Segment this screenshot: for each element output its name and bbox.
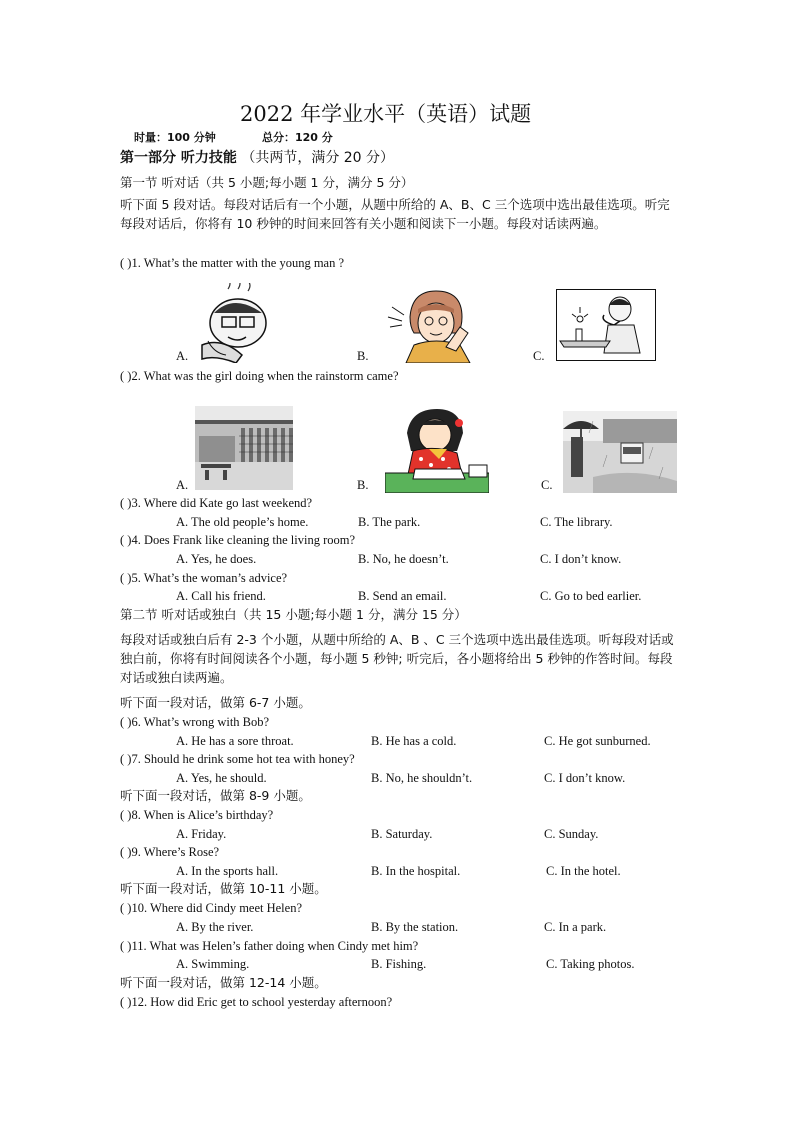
question-12: ( )12. How did Eric get to school yesterday afternoon? xyxy=(120,995,393,1009)
q2-option-a: A. xyxy=(176,478,189,492)
q5-option-c: C. Go to bed earlier. xyxy=(540,589,642,603)
q10-option-a: A. By the river. xyxy=(176,920,254,934)
q4-option-c: C. I don’t know. xyxy=(540,552,622,566)
q10-option-b: B. By the station. xyxy=(371,920,459,934)
q5-option-b: B. Send an email. xyxy=(358,589,447,603)
question-1: ( )1. What’s the matter with the young man ? xyxy=(120,256,345,270)
q8-option-c: C. Sunday. xyxy=(544,827,599,841)
q3-option-c: C. The library. xyxy=(540,515,613,529)
question-7: ( )7. Should he drink some hot tea with honey? xyxy=(120,752,355,766)
question-6: ( )6. What’s wrong with Bob? xyxy=(120,715,270,729)
section1-instructions: 听下面 5 段对话。每段对话后有一个小题，从题中所给的 A、B、C 三个选项中选出最佳选项。听完每段对话后，你将有 10 秒钟的时间来回答有关小题和阅读下一小题。每段对话读两遍。 xyxy=(120,197,670,231)
q1-picture-b xyxy=(384,287,478,363)
question-4: ( )4. Does Frank like cleaning the living room? xyxy=(120,533,356,547)
question-9: ( )9. Where’s Rose? xyxy=(120,845,220,859)
exam-time: 时量：100 分钟 xyxy=(134,131,216,144)
exam-total-score: 总分：120 分 xyxy=(262,131,333,144)
q2-picture-c xyxy=(563,411,677,493)
section1-heading: 第一节 听对话（共 5 小题;每小题 1 分，满分 5 分） xyxy=(120,175,414,190)
q6-option-c: C. He got sunburned. xyxy=(544,734,651,748)
q1-option-c: C. xyxy=(533,349,545,363)
q11-option-a: A. Swimming. xyxy=(176,957,250,971)
q11-option-c: C. Taking photos. xyxy=(546,957,635,971)
q4-option-a: A. Yes, he does. xyxy=(176,552,257,566)
question-5: ( )5. What’s the woman’s advice? xyxy=(120,571,288,585)
question-3: ( )3. Where did Kate go last weekend? xyxy=(120,496,313,510)
q4-option-b: B. No, he doesn’t. xyxy=(358,552,449,566)
q2-option-b: B. xyxy=(357,478,369,492)
q1-option-a: A. xyxy=(176,349,189,363)
question-10: ( )10. Where did Cindy meet Helen? xyxy=(120,901,303,915)
q8-option-a: A. Friday. xyxy=(176,827,227,841)
question-8: ( )8. When is Alice’s birthday? xyxy=(120,808,274,822)
dialog-6-7-intro: 听下面一段对话，做第 6-7 小题。 xyxy=(120,695,311,710)
q7-option-b: B. No, he shouldn’t. xyxy=(371,771,473,785)
q8-option-b: B. Saturday. xyxy=(371,827,433,841)
q1-picture-a xyxy=(198,283,270,363)
q7-option-a: A. Yes, he should. xyxy=(176,771,267,785)
q6-option-a: A. He has a sore throat. xyxy=(176,734,294,748)
section2-instructions: 每段对话或独白后有 2-3 个小题，从题中所给的 A、B 、C 三个选项中选出最佳选项。听每段对话或独白前，你将有时间阅读各个小题，每小题 5 秒钟; 听完后，各小题将给出 5 秒钟的作答时间。每段对话或独白读两遍。 xyxy=(120,632,674,685)
q1-option-b: B. xyxy=(357,349,369,363)
dialog-12-14-intro: 听下面一段对话，做第 12-14 小题。 xyxy=(120,975,327,990)
q9-option-c: C. In the hotel. xyxy=(546,864,621,878)
q7-option-c: C. I don’t know. xyxy=(544,771,626,785)
q9-option-b: B. In the hospital. xyxy=(371,864,461,878)
q10-option-c: C. In a park. xyxy=(544,920,607,934)
q11-option-b: B. Fishing. xyxy=(371,957,427,971)
q9-option-a: A. In the sports hall. xyxy=(176,864,279,878)
question-2: ( )2. What was the girl doing when the rainstorm came? xyxy=(120,369,399,383)
q6-option-b: B. He has a cold. xyxy=(371,734,457,748)
q2-option-c: C. xyxy=(541,478,553,492)
part1-heading-title: 第一部分 听力技能 xyxy=(120,150,237,166)
dialog-8-9-intro: 听下面一段对话，做第 8-9 小题。 xyxy=(120,788,311,803)
page-title: 2022 年学业水平（英语）试题 xyxy=(240,102,532,126)
q1-picture-c xyxy=(556,289,656,361)
q3-option-a: A. The old people’s home. xyxy=(176,515,309,529)
part1-heading xyxy=(120,147,394,167)
question-11: ( )11. What was Helen’s father doing when Cindy met him? xyxy=(120,939,419,953)
q2-picture-b xyxy=(385,407,489,493)
part1-heading-note: （共两节，满分 20 分） xyxy=(241,150,395,166)
dialog-10-11-intro: 听下面一段对话，做第 10-11 小题。 xyxy=(120,881,327,896)
section2-heading: 第二节 听对话或独白（共 15 小题;每小题 1 分，满分 15 分） xyxy=(120,607,467,622)
q5-option-a: A. Call his friend. xyxy=(176,589,266,603)
q2-picture-a xyxy=(195,406,293,490)
q3-option-b: B. The park. xyxy=(358,515,421,529)
